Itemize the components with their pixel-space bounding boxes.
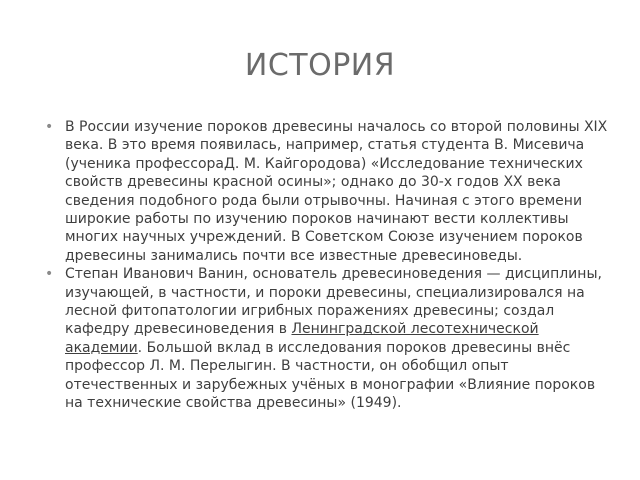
slide-title: ИСТОРИЯ xyxy=(244,48,396,83)
bullet-text-before-link: Степан Иванович Ванин, основатель древесиноведения — дисциплины, изучающей, в частности, и пороки древесины, специализировался на лесной фитопатологии игрибных поражениях древесины; создал кафедру древесиноведения в xyxy=(65,266,607,338)
bullet-icon: • xyxy=(45,119,54,135)
bullet-icon: • xyxy=(45,266,54,283)
bullet-text-after-link: . Большой вклад в исследования пороков древесины внёс профессор Л. М. Перелыгин. В частности, он обобщил опыт отечественных и зарубежных учёных в монографии «Влияние пороков на технические свойства древесины» (1949). xyxy=(65,339,600,412)
bullet-item-1 xyxy=(45,118,615,265)
bullet-list xyxy=(45,118,615,413)
bullet-item-2 xyxy=(45,265,615,412)
academy-link[interactable]: Ленинградской лесотехнической академии xyxy=(65,321,539,356)
bullet-text: В России изучение пороков древесины началось со второй половины XIX века. В это время появилась, например, статья студента В. Мисевича (ученика профессораД. М. Кайгородова) «Исследование технических свойств древесины красной осины»; однако до 30-х годов XX века сведения подобного рода были отрывочны. Начиная с этого времени широкие работы по изучению пороков начинают вести коллективы многих научных учреждений. В Советском Союзе изучением пороков древесины занимались почти все известные древесиноведы. xyxy=(65,119,612,264)
